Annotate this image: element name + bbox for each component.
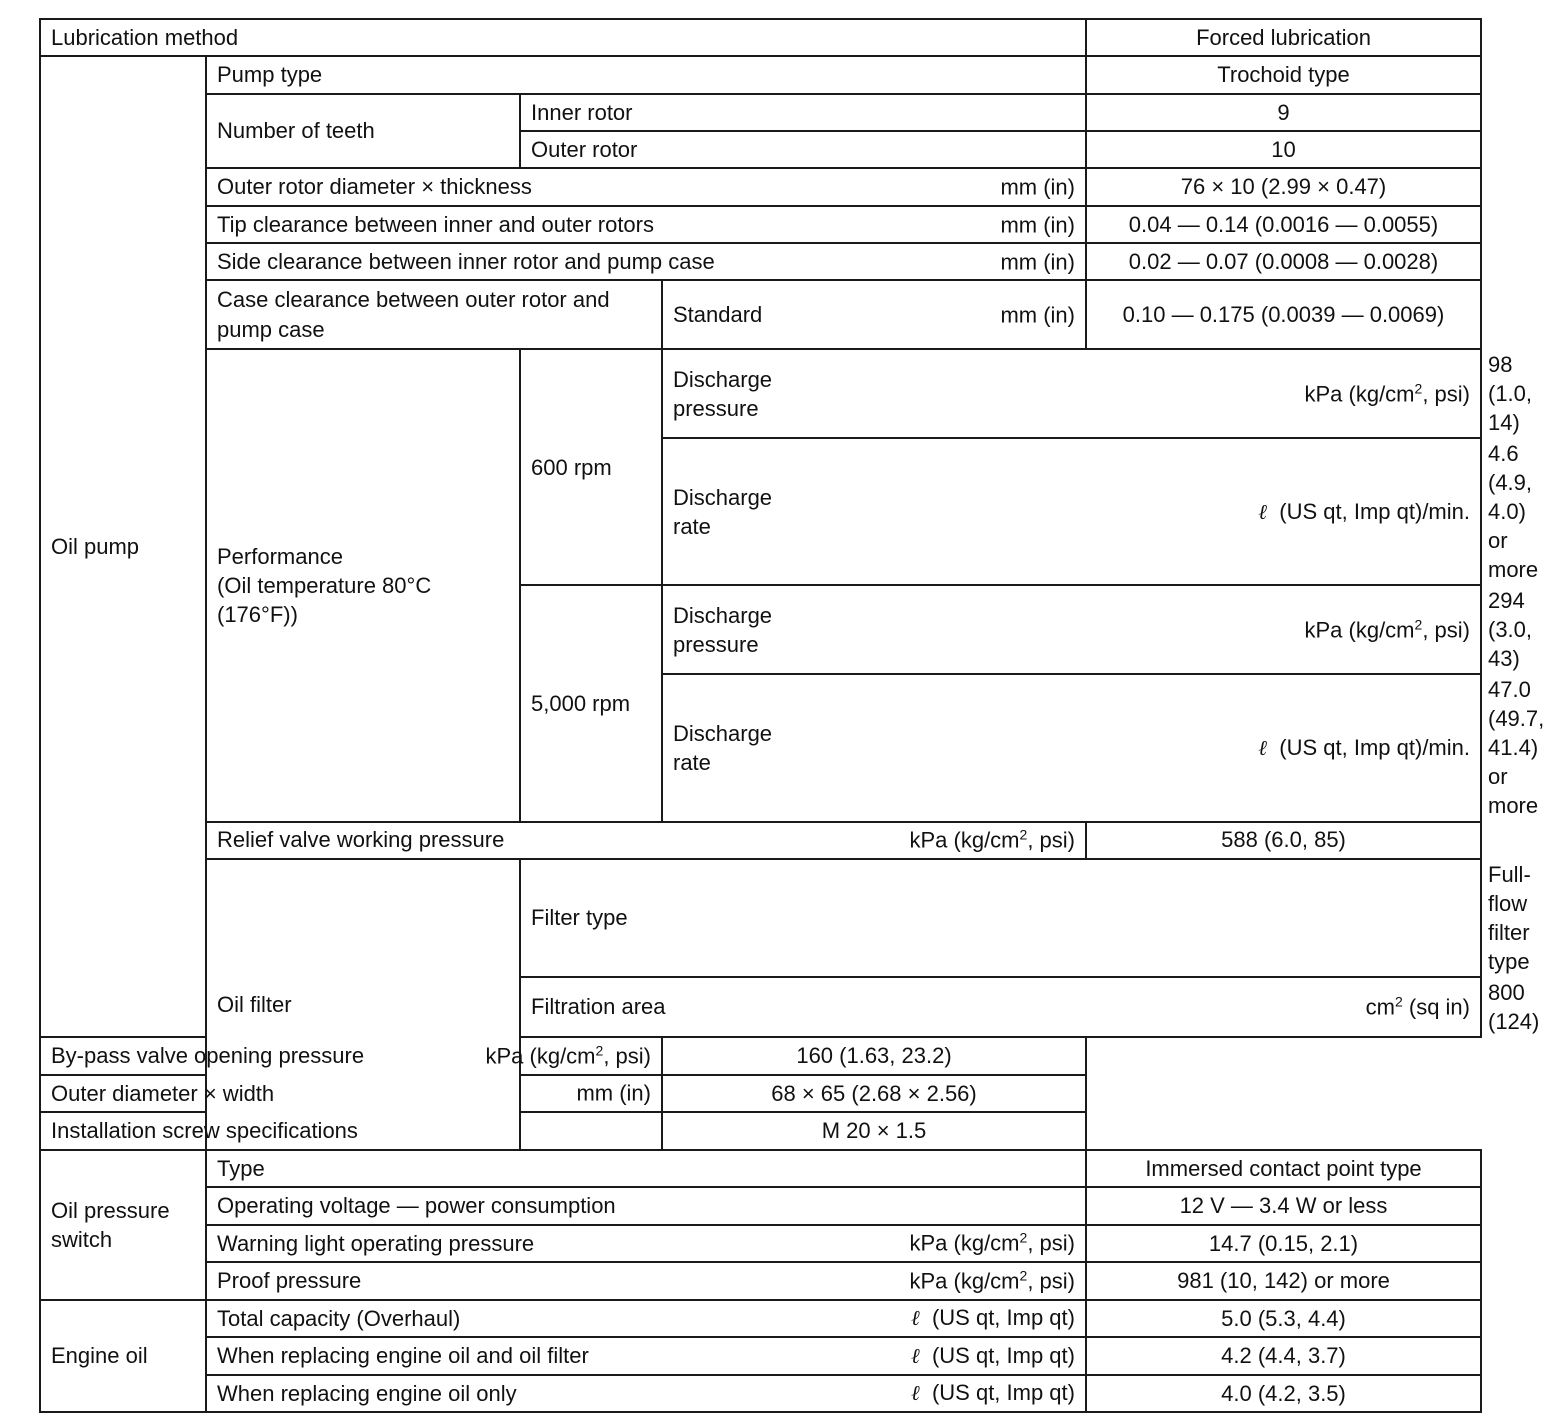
row-performance-600-pressure: Performance (Oil temperature 80°C (176°F)) 600 rpm Discharge pressure kPa ($kg/cm^2$, psi) 98 (1.0, 14)	[40, 349, 1481, 438]
outer-rotor-diameter-value: 76 × 10 (2.99 × 0.47)	[1086, 168, 1481, 206]
proof-pressure-cell	[206, 1262, 1086, 1300]
installation-screw-label: Installation screw specifications	[40, 1112, 662, 1150]
row-outer-diameter	[40, 1075, 1481, 1112]
capacity-unit: ℓ (US qt, Imp qt)	[910, 1380, 1075, 1406]
performance-label-line2: (Oil temperature 80°C	[217, 572, 432, 598]
case-clearance-value: 0.10 — 0.175 (0.0039 — 0.0069)	[1086, 280, 1481, 349]
side-clearance-value: 0.02 — 0.07 (0.0008 — 0.0028)	[1086, 243, 1481, 280]
warning-light-value: 14.7 (0.15, 2.1)	[1086, 1225, 1481, 1262]
performance-label-line1: Performance	[217, 543, 343, 569]
switch-type-label: Type	[206, 1150, 1086, 1187]
discharge-rate-5000-cell	[662, 674, 1481, 821]
outer-rotor-diameter-cell	[206, 168, 1086, 206]
row-warning-light	[40, 1225, 1481, 1262]
row-bypass-valve	[40, 1037, 1481, 1075]
row-switch-type	[40, 1150, 1481, 1187]
pressure-unit: kPa ($kg/cm^2$, psi)	[909, 1229, 1075, 1256]
row-lubrication-method	[40, 19, 1481, 56]
proof-pressure-label: Proof pressure	[217, 1268, 362, 1294]
pump-type-value: Trochoid type	[1086, 56, 1481, 94]
row-filtration-area: Filtration area $cm^2$ (sq in) 800 (124)	[40, 977, 1481, 1037]
total-capacity-cell	[206, 1300, 1086, 1337]
outer-rotor-diameter-label: Outer rotor diameter × thickness	[217, 174, 532, 200]
proof-pressure-value: 981 (10, 142) or more	[1086, 1262, 1481, 1300]
discharge-pressure-label: Discharge pressure	[673, 602, 773, 657]
installation-screw-value: M 20 × 1.5	[662, 1112, 1086, 1150]
discharge-pressure-5000-cell	[662, 585, 1481, 674]
row-performance-5000-rate: Discharge rate ℓ (US qt, Imp qt)/min. 47.0 (49.7, 41.4) or more	[40, 674, 1481, 821]
pressure-unit: kPa ($kg/cm^2$, psi)	[1304, 616, 1470, 643]
operating-voltage-value: 12 V — 3.4 W or less	[1086, 1187, 1481, 1225]
inner-rotor-label: Inner rotor	[520, 94, 1086, 131]
discharge-pressure-600-cell	[662, 349, 1481, 438]
specification-table	[39, 18, 1544, 1413]
oil-and-filter-value: 4.2 (4.4, 3.7)	[1086, 1337, 1481, 1375]
warning-light-label: Warning light operating pressure	[217, 1230, 535, 1256]
oil-and-filter-cell	[206, 1337, 1086, 1375]
case-clearance-unit: mm (in)	[1000, 301, 1075, 327]
row-pump-type	[40, 56, 1481, 94]
relief-valve-cell	[206, 822, 1086, 859]
inner-rotor-value: 9	[1086, 94, 1481, 131]
pressure-unit: kPa ($kg/cm^2$, psi)	[1304, 380, 1470, 407]
outer-diameter-unit: mm (in)	[576, 1080, 651, 1106]
row-performance-600-rate: Discharge rate ℓ (US qt, Imp qt)/min. 4.6 (4.9, 4.0) or more	[40, 438, 1481, 585]
row-outer-rotor-diameter	[40, 168, 1481, 206]
outer-rotor-diameter-unit: mm (in)	[1000, 174, 1075, 200]
row-tip-clearance	[40, 206, 1481, 243]
filtration-area-label: Filtration area	[531, 994, 666, 1020]
oil-only-cell	[206, 1375, 1086, 1412]
pump-type-label: Pump type	[206, 56, 1086, 94]
tip-clearance-value: 0.04 — 0.14 (0.0016 — 0.0055)	[1086, 206, 1481, 243]
tip-clearance-label: Tip clearance between inner and outer rotors	[217, 211, 654, 237]
tip-clearance-unit: mm (in)	[1000, 211, 1075, 237]
warning-light-cell	[206, 1225, 1086, 1262]
bypass-valve-label: By-pass valve opening pressure	[51, 1043, 365, 1069]
oil-and-filter-label: When replacing engine oil and oil filter	[217, 1343, 589, 1369]
discharge-pressure-label: Discharge pressure	[673, 366, 773, 421]
row-case-clearance	[40, 280, 1481, 349]
row-operating-voltage	[40, 1187, 1481, 1225]
relief-valve-label: Relief valve working pressure	[217, 827, 505, 853]
bypass-valve-value: 160 (1.63, 23.2)	[662, 1037, 1086, 1075]
oil-only-label: When replacing engine oil only	[217, 1380, 517, 1406]
total-capacity-value: 5.0 (5.3, 4.4)	[1086, 1300, 1481, 1337]
filtration-area-cell	[520, 977, 1481, 1037]
discharge-rate-label: Discharge rate	[673, 484, 773, 539]
oil-pressure-switch-group-label: Oil pressure switch	[40, 1150, 206, 1300]
oil-pump-group-label: Oil pump	[40, 56, 206, 1037]
rate-unit: ℓ (US qt, Imp qt)/min.	[1258, 498, 1470, 524]
case-clearance-label: Case clearance between outer rotor and pump case	[206, 280, 662, 349]
row-relief-valve	[40, 822, 1481, 859]
filtration-area-unit: $cm^2$ (sq in)	[1365, 993, 1470, 1020]
tip-clearance-cell	[206, 206, 1086, 243]
oil-filter-group-label: Oil filter	[206, 859, 520, 1150]
row-installation-screw	[40, 1112, 1481, 1150]
performance-label-line3: (176°F))	[217, 601, 298, 627]
number-of-teeth-label: Number of teeth	[206, 94, 520, 168]
row-side-clearance	[40, 243, 1481, 280]
row-performance-5000-pressure: 5,000 rpm Discharge pressure kPa ($kg/cm^2$, psi) 294 (3.0, 43)	[40, 585, 1481, 674]
capacity-unit: ℓ (US qt, Imp qt)	[910, 1342, 1075, 1368]
row-proof-pressure	[40, 1262, 1481, 1300]
engine-oil-group-label: Engine oil	[40, 1300, 206, 1412]
side-clearance-unit: mm (in)	[1000, 248, 1075, 274]
operating-voltage-label: Operating voltage — power consumption	[206, 1187, 1086, 1225]
side-clearance-label: Side clearance between inner rotor and pump case	[217, 248, 715, 274]
discharge-rate-label: Discharge rate	[673, 720, 773, 775]
row-inner-rotor	[40, 94, 1481, 131]
performance-label	[206, 349, 520, 822]
total-capacity-label: Total capacity (Overhaul)	[217, 1305, 461, 1331]
row-filter-type: Oil filter Filter type Full-flow filter type	[40, 859, 1481, 977]
row-oil-and-filter	[40, 1337, 1481, 1375]
case-clearance-standard-label: Standard	[673, 301, 763, 327]
rate-unit: ℓ (US qt, Imp qt)/min.	[1258, 735, 1470, 761]
row-total-capacity	[40, 1300, 1481, 1337]
discharge-rate-600-cell	[662, 438, 1481, 585]
outer-rotor-label: Outer rotor	[520, 131, 1086, 168]
relief-valve-value: 588 (6.0, 85)	[1086, 822, 1481, 859]
filter-type-label: Filter type	[520, 859, 1481, 977]
rpm-600-label: 600 rpm	[520, 349, 662, 585]
row-oil-only	[40, 1375, 1481, 1412]
pressure-unit: kPa ($kg/cm^2$, psi)	[909, 1267, 1075, 1294]
outer-diameter-cell	[40, 1075, 662, 1112]
pressure-unit: kPa ($kg/cm^2$, psi)	[909, 826, 1075, 853]
lubrication-method-label: Lubrication method	[40, 19, 1086, 56]
case-clearance-standard-cell	[662, 280, 1086, 349]
pressure-unit: kPa ($kg/cm^2$, psi)	[485, 1042, 651, 1069]
lubrication-method-value: Forced lubrication	[1086, 19, 1481, 56]
outer-rotor-value: 10	[1086, 131, 1481, 168]
bypass-valve-cell	[40, 1037, 662, 1075]
oil-only-value: 4.0 (4.2, 3.5)	[1086, 1375, 1481, 1412]
switch-type-value: Immersed contact point type	[1086, 1150, 1481, 1187]
side-clearance-cell	[206, 243, 1086, 280]
outer-diameter-value: 68 × 65 (2.68 × 2.56)	[662, 1075, 1086, 1112]
rpm-5000-label: 5,000 rpm	[520, 585, 662, 821]
capacity-unit: ℓ (US qt, Imp qt)	[910, 1305, 1075, 1331]
outer-diameter-label: Outer diameter × width	[51, 1080, 275, 1106]
